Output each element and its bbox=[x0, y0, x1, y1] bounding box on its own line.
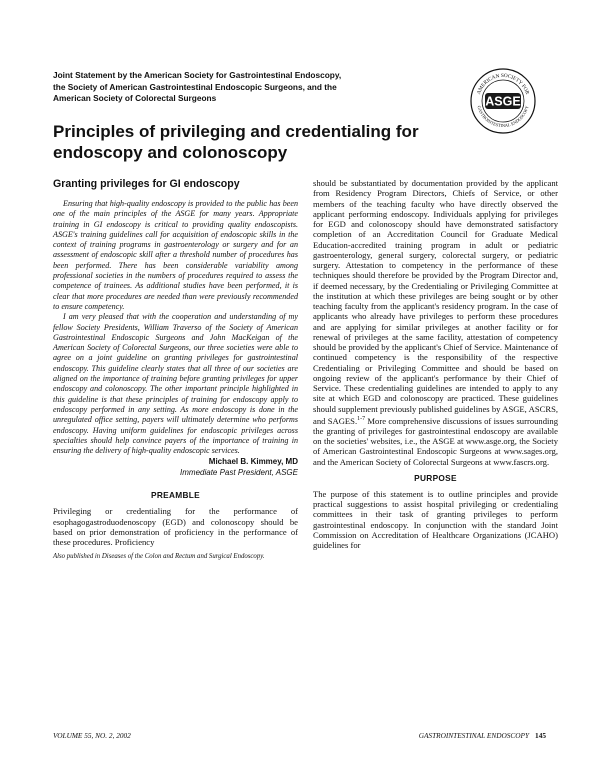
header-statement bbox=[53, 70, 393, 105]
signature-title: Immediate Past President, ASGE bbox=[180, 468, 298, 478]
footer-journal bbox=[419, 731, 546, 740]
purpose-text: The purpose of this statement is to outline principles and provide practical suggestions to assist hospital privileging or credentialing committees in their task of granting privileges to perform gastrointestinal endoscopy. In conjunction with the standard Joint Commission on Accreditation of Healthcare Organizations (JCAHO) guidelines for bbox=[313, 488, 558, 551]
page-title: Principles of privileging and credentialing for endoscopy and colonoscopy bbox=[53, 122, 419, 162]
continued-text-part-2: More comprehensive discussions of issues surrounding the granting of privileges for gastrointestinal endoscopy are available on the societies' websites, i.e., the ASGE at www.asge.org, the Society of American Gastrointestinal Endoscopic Surgeons at www.sages.org, and the American Society of Colorectal Surgeons at www.fascrs.org. bbox=[313, 415, 558, 467]
intro-paragraph: I am very pleased that with the cooperation and understanding of my fellow Society Presidents, William Traverso of the Society of American Gastrointestinal Endoscopic Surgeons and John MacKeigan of the American Society of Colorectal Surgeons, our three societies were able to agree on a joint guideline on granting privileges for gastrointestinal endoscopy. This guideline clearly states that all three of our societies are aligned on the importance of training before granting privileges for upper endoscopy and colonoscopy. The other important principle highlighted in this guideline is that these principles of training for endoscopy apply to endoscopy performed in any setting. As more endoscopy is done in the unregulated office setting, payers will ultimately determine who performs endoscopy. Having uniform guidelines for endoscopic privileges across specialties should help convince payers of the importance of training in ensuring the delivery of high-quality endoscopic services. bbox=[53, 312, 298, 456]
intro-paragraph: Ensuring that high-quality endoscopy is provided to the public has been one of the main principles of the ASGE for many years. Appropriate training in GI endoscopy is critical to providing quality endoscopists. ASGE's training guidelines call for acquisition of endoscopic skills in the context of training programs in gastroenterology or surgery and for an assessment of endoscopic skill after a threshold number of procedures has been performed. There has been considerable variability among professional societies in the numbers of procedures required to assess the competence of trainees. As additional studies have been performed, it is clear that more procedures are needed than were previously recommended to ensure competency. bbox=[53, 199, 298, 311]
citation-superscript: 1-7 bbox=[357, 415, 366, 422]
signature-name: Michael B. Kimmey, MD bbox=[208, 457, 298, 467]
header-statement-line: Joint Statement by the American Society for Gastrointestinal Endoscopy, bbox=[53, 70, 342, 80]
header-statement-line: American Society of Colorectal Surgeons bbox=[53, 93, 217, 103]
preamble-text: Privileging or credentialing for the performance of esophagogastroduodenoscopy (EGD) and colonoscopy should be based on prior demonstration of proficiency in the performance of these procedures. Proficiency bbox=[53, 506, 298, 548]
logo-ring-top-text: AMERICAN SOCIETY FOR bbox=[476, 72, 530, 96]
preamble-heading: PREAMBLE bbox=[151, 490, 200, 501]
header-statement-line: the Society of American Gastrointestinal Endoscopic Surgeons, and the bbox=[53, 81, 337, 92]
logo-text: ASGE bbox=[485, 94, 521, 109]
section-subhead: Granting privileges for GI endoscopy bbox=[53, 178, 240, 190]
asge-logo bbox=[470, 68, 536, 134]
footer-journal-name: GASTROINTESTINAL ENDOSCOPY bbox=[418, 731, 530, 740]
page-number: 145 bbox=[535, 731, 546, 740]
right-column bbox=[313, 178, 558, 550]
footer-volume: VOLUME 55, NO. 2, 2002 bbox=[53, 731, 131, 740]
continued-text-part-1: should be substantiated by documentation provided by the applicant from Residency Program Directors, Chiefs of Service, or other members of the teaching faculty who have directly observed the applicant performing endoscopy. Individuals applying for privileges for EGD and colonoscopy should have demonstrated satisfactory completion of an Accreditation Council for Graduate Medical Education-accredited training program in adult or pediatric gastroenterology, general surgery, colorectal surgery, or pediatric surgery. Attestation to competency in the performance of these techniques should therefore be provided by the Program Director and, if deemed necessary, by the Credentialing or Privileging Committee at the institution at which these privileges are being sought or by other teaching faculty from the applicant's residency program. In the case of applicants who already have privileges to perform these procedures and are applying for similar privileges at another facility or for renewal of privileges at the same facility, attestation of competency should be provided by the applicant's Chief of Service. Maintenance of continued competency is the responsibility of the respective Credentialing or Privileging Committee and should be based on ongoing review of the applicant's performance by their Chief of Service. These credentialing guidelines are intended to apply to any site at which EGD and colonoscopy are practiced. These guidelines should supplement previously published guidelines by ASGE, ASCRS, and SAGES. bbox=[313, 178, 558, 426]
continued-text bbox=[313, 178, 558, 467]
purpose-heading: PURPOSE bbox=[414, 472, 457, 483]
footnote: Also published in Diseases of the Colon and Rectum and Surgical Endoscopy. bbox=[53, 553, 265, 561]
left-column bbox=[53, 178, 298, 562]
logo-ring-bottom-text: GASTROINTESTINAL ENDOSCOPY bbox=[476, 105, 530, 129]
